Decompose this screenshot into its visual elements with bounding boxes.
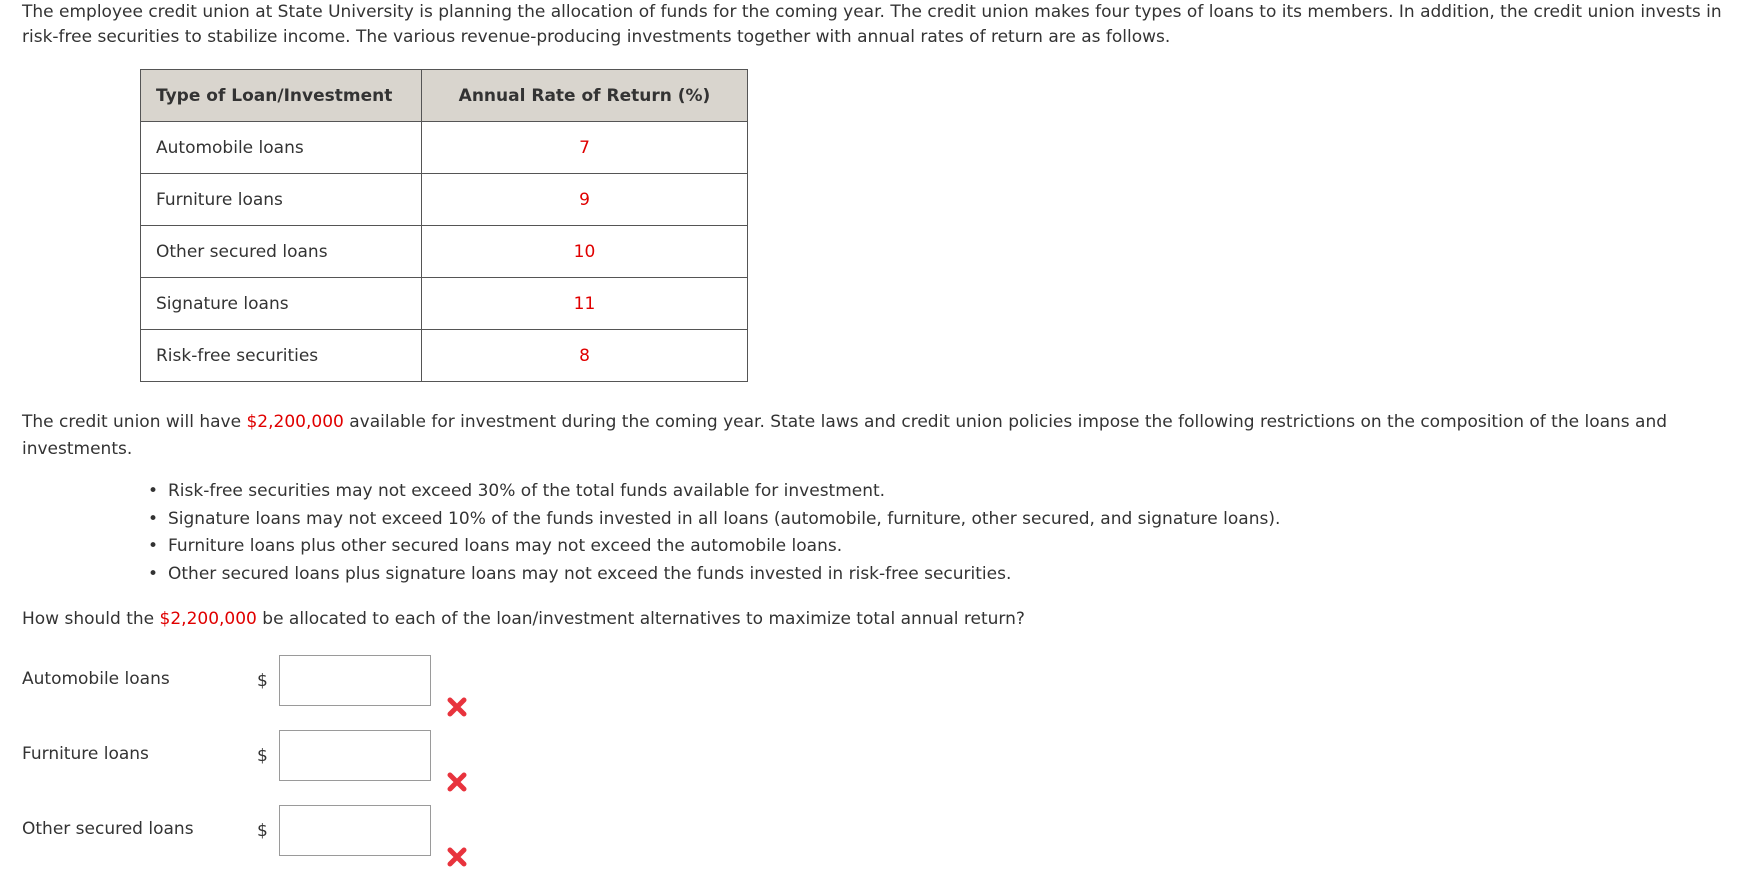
rates-table [140, 69, 748, 382]
restriction-text: Other secured loans plus signature loans may not exceed the funds invested in risk-free securities. [168, 563, 1012, 584]
funds-text-after: available for investment during the coming year. State laws and credit union policies impose the following restrictions on the composition of the loans and investments. [22, 412, 1668, 459]
row-rate: 10 [422, 226, 748, 278]
funds-amount: $2,200,000 [246, 412, 344, 432]
bullet-icon: • [148, 508, 159, 529]
table-row [141, 226, 748, 278]
answer-label: Furniture loans [22, 744, 149, 764]
currency-symbol: $ [257, 821, 268, 841]
bullet-icon: • [148, 536, 159, 556]
incorrect-x-icon [445, 845, 469, 869]
furniture-loans-input[interactable] [279, 730, 431, 781]
question-before: How should the [22, 609, 160, 629]
header-rate: Annual Rate of Return (%) [422, 70, 748, 122]
row-rate: 9 [422, 174, 748, 226]
list-item [148, 561, 1280, 589]
restrictions-list [148, 478, 1280, 588]
row-rate: 7 [422, 122, 748, 174]
answer-label: Other secured loans [22, 819, 194, 839]
problem-intro: The employee credit union at State University is planning the allocation of funds for the coming year. The credit union makes four types of loans to its members. In addition, the credit union invests in risk-free securities to stabilize income. The various revenue-producing investments together with annual rates of return are as follows. [22, 2, 1722, 47]
bullet-icon: • [148, 481, 159, 501]
question-amount: $2,200,000 [159, 609, 257, 629]
table-header-row [141, 70, 748, 122]
incorrect-x-icon [445, 695, 469, 719]
header-type: Type of Loan/Investment [141, 70, 422, 122]
row-type: Automobile loans [141, 122, 422, 174]
restriction-text: Signature loans may not exceed 10% of the funds invested in all loans (automobile, furniture, other secured, and signature loans). [168, 508, 1281, 529]
answer-row-other-secured [22, 805, 542, 865]
list-item [148, 506, 1280, 534]
answer-row-furniture [22, 730, 542, 790]
restriction-text: Risk-free securities may not exceed 30% of the total funds available for investment. [168, 481, 886, 501]
restriction-text: Furniture loans plus other secured loans may not exceed the automobile loans. [168, 536, 843, 556]
currency-symbol: $ [257, 746, 268, 766]
other-secured-loans-input[interactable] [279, 805, 431, 856]
answer-row-automobile [22, 655, 542, 715]
incorrect-x-icon [445, 770, 469, 794]
row-rate: 11 [422, 278, 748, 330]
row-rate: 8 [422, 330, 748, 382]
row-type: Other secured loans [141, 226, 422, 278]
row-type: Risk-free securities [141, 330, 422, 382]
row-type: Signature loans [141, 278, 422, 330]
table-row [141, 278, 748, 330]
automobile-loans-input[interactable] [279, 655, 431, 706]
row-type: Furniture loans [141, 174, 422, 226]
answer-label: Automobile loans [22, 669, 170, 689]
question-after: be allocated to each of the loan/investment alternatives to maximize total annual return? [256, 609, 1025, 629]
list-item [148, 533, 1280, 561]
funds-paragraph [22, 409, 1722, 463]
table-row [141, 122, 748, 174]
list-item [148, 478, 1280, 506]
question-text [22, 609, 1025, 629]
bullet-icon: • [148, 563, 159, 584]
table-row [141, 174, 748, 226]
funds-text-before: The credit union will have [22, 412, 247, 432]
table-row [141, 330, 748, 382]
currency-symbol: $ [257, 671, 268, 691]
